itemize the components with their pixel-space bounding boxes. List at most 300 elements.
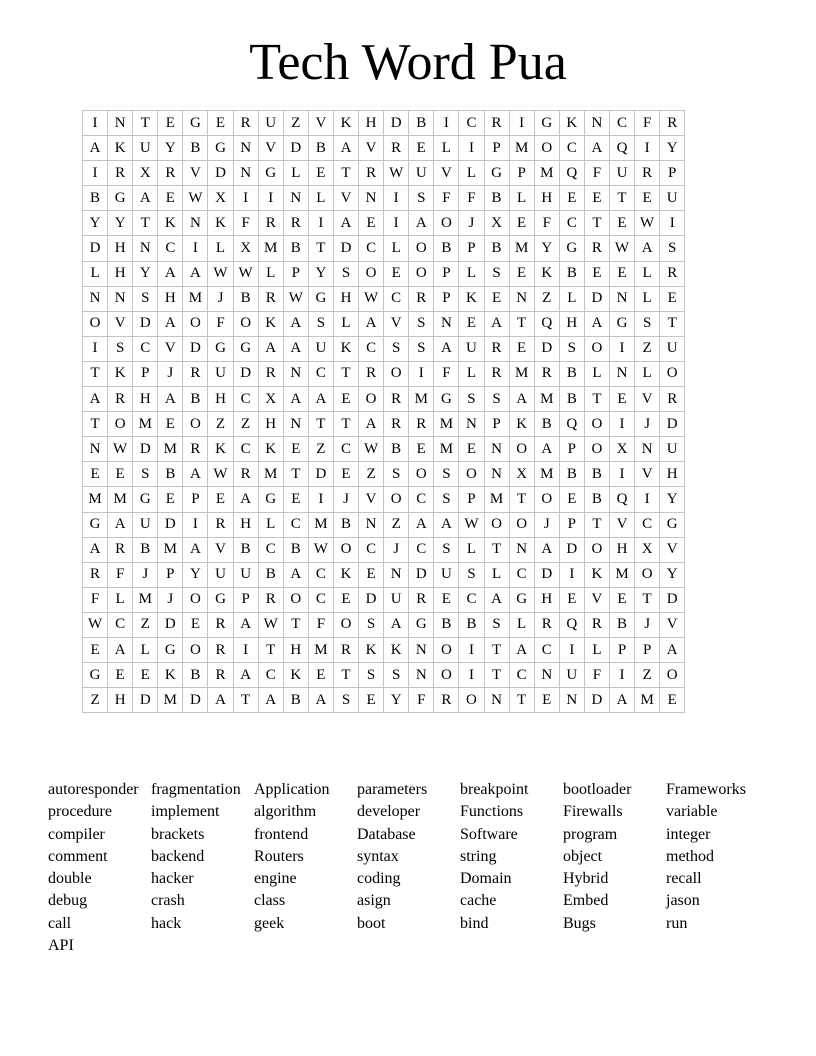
grid-cell[interactable]: O [384, 361, 409, 386]
grid-cell[interactable]: T [333, 161, 358, 186]
grid-cell[interactable]: C [333, 437, 358, 462]
grid-cell[interactable]: B [233, 537, 258, 562]
grid-cell[interactable]: M [434, 437, 459, 462]
grid-cell[interactable]: X [133, 161, 158, 186]
grid-cell[interactable]: V [635, 462, 660, 487]
grid-cell[interactable]: Y [660, 562, 685, 587]
grid-cell[interactable]: P [283, 261, 308, 286]
grid-cell[interactable]: D [133, 437, 158, 462]
grid-cell[interactable]: H [208, 387, 233, 412]
grid-cell[interactable]: R [158, 161, 183, 186]
grid-cell[interactable]: T [635, 587, 660, 612]
grid-cell[interactable]: O [183, 637, 208, 662]
grid-cell[interactable]: T [258, 637, 283, 662]
grid-cell[interactable]: T [83, 412, 108, 437]
grid-cell[interactable]: W [108, 437, 133, 462]
grid-cell[interactable]: B [409, 111, 434, 136]
grid-cell[interactable]: Q [559, 612, 584, 637]
grid-cell[interactable]: E [660, 286, 685, 311]
grid-cell[interactable]: F [208, 311, 233, 336]
grid-cell[interactable]: D [584, 688, 609, 713]
grid-cell[interactable]: L [509, 612, 534, 637]
grid-cell[interactable]: C [559, 211, 584, 236]
grid-cell[interactable]: C [108, 612, 133, 637]
grid-cell[interactable]: I [559, 637, 584, 662]
grid-cell[interactable]: G [208, 587, 233, 612]
grid-cell[interactable]: W [208, 462, 233, 487]
grid-cell[interactable]: I [83, 336, 108, 361]
grid-cell[interactable]: L [484, 562, 509, 587]
grid-cell[interactable]: L [258, 512, 283, 537]
grid-cell[interactable]: L [283, 161, 308, 186]
grid-cell[interactable]: K [333, 562, 358, 587]
grid-cell[interactable]: O [509, 512, 534, 537]
grid-cell[interactable]: R [484, 361, 509, 386]
grid-cell[interactable]: C [233, 437, 258, 462]
grid-cell[interactable]: Y [158, 136, 183, 161]
grid-cell[interactable]: I [609, 462, 634, 487]
grid-cell[interactable]: I [609, 412, 634, 437]
grid-cell[interactable]: V [384, 311, 409, 336]
grid-cell[interactable]: F [534, 211, 559, 236]
grid-cell[interactable]: O [359, 261, 384, 286]
grid-cell[interactable]: O [83, 311, 108, 336]
grid-cell[interactable]: C [609, 111, 634, 136]
grid-cell[interactable]: A [283, 562, 308, 587]
grid-cell[interactable]: A [384, 612, 409, 637]
grid-cell[interactable]: G [484, 161, 509, 186]
grid-cell[interactable]: P [434, 286, 459, 311]
grid-cell[interactable]: K [509, 412, 534, 437]
grid-cell[interactable]: W [83, 612, 108, 637]
grid-cell[interactable]: T [83, 361, 108, 386]
grid-cell[interactable]: I [509, 111, 534, 136]
grid-cell[interactable]: C [459, 587, 484, 612]
grid-cell[interactable]: E [509, 336, 534, 361]
grid-cell[interactable]: F [308, 612, 333, 637]
grid-cell[interactable]: T [308, 412, 333, 437]
grid-cell[interactable]: Q [559, 161, 584, 186]
grid-cell[interactable]: X [635, 537, 660, 562]
grid-cell[interactable]: E [559, 186, 584, 211]
grid-cell[interactable]: Y [133, 261, 158, 286]
grid-cell[interactable]: V [208, 537, 233, 562]
grid-cell[interactable]: S [459, 387, 484, 412]
grid-cell[interactable]: A [484, 587, 509, 612]
grid-cell[interactable]: B [283, 236, 308, 261]
grid-cell[interactable]: S [333, 688, 358, 713]
grid-cell[interactable]: V [635, 387, 660, 412]
grid-cell[interactable]: O [459, 688, 484, 713]
grid-cell[interactable]: A [158, 387, 183, 412]
grid-cell[interactable]: A [534, 437, 559, 462]
grid-cell[interactable]: S [434, 462, 459, 487]
grid-cell[interactable]: E [609, 387, 634, 412]
grid-cell[interactable]: A [409, 211, 434, 236]
grid-cell[interactable]: W [359, 286, 384, 311]
grid-cell[interactable]: O [333, 612, 358, 637]
grid-cell[interactable]: A [434, 512, 459, 537]
grid-cell[interactable]: N [108, 111, 133, 136]
grid-cell[interactable]: A [509, 387, 534, 412]
grid-cell[interactable]: Y [660, 136, 685, 161]
grid-cell[interactable]: R [409, 412, 434, 437]
grid-cell[interactable]: V [308, 111, 333, 136]
grid-cell[interactable]: K [208, 437, 233, 462]
grid-cell[interactable]: X [509, 462, 534, 487]
grid-cell[interactable]: J [333, 487, 358, 512]
grid-cell[interactable]: D [83, 236, 108, 261]
grid-cell[interactable]: S [333, 261, 358, 286]
grid-cell[interactable]: Z [384, 512, 409, 537]
grid-cell[interactable]: Q [609, 487, 634, 512]
grid-cell[interactable]: O [409, 236, 434, 261]
grid-cell[interactable]: O [584, 336, 609, 361]
grid-cell[interactable]: D [133, 688, 158, 713]
grid-cell[interactable]: L [509, 186, 534, 211]
grid-cell[interactable]: M [133, 587, 158, 612]
grid-cell[interactable]: M [534, 161, 559, 186]
grid-cell[interactable]: J [459, 211, 484, 236]
grid-cell[interactable]: E [509, 211, 534, 236]
grid-cell[interactable]: H [108, 688, 133, 713]
grid-cell[interactable]: Y [534, 236, 559, 261]
grid-cell[interactable]: L [459, 537, 484, 562]
grid-cell[interactable]: O [333, 537, 358, 562]
grid-cell[interactable]: W [308, 537, 333, 562]
grid-cell[interactable]: F [434, 361, 459, 386]
grid-cell[interactable]: V [258, 136, 283, 161]
grid-cell[interactable]: B [609, 612, 634, 637]
grid-cell[interactable]: R [108, 161, 133, 186]
grid-cell[interactable]: O [183, 412, 208, 437]
grid-cell[interactable]: H [660, 462, 685, 487]
grid-cell[interactable]: L [83, 261, 108, 286]
grid-cell[interactable]: Z [283, 111, 308, 136]
grid-cell[interactable]: S [484, 387, 509, 412]
grid-cell[interactable]: H [359, 111, 384, 136]
grid-cell[interactable]: R [409, 286, 434, 311]
grid-cell[interactable]: G [158, 637, 183, 662]
grid-cell[interactable]: B [384, 437, 409, 462]
grid-cell[interactable]: B [283, 688, 308, 713]
grid-cell[interactable]: F [434, 186, 459, 211]
grid-cell[interactable]: G [434, 387, 459, 412]
grid-cell[interactable]: F [83, 587, 108, 612]
grid-cell[interactable]: E [660, 688, 685, 713]
grid-cell[interactable]: C [384, 286, 409, 311]
grid-cell[interactable]: K [534, 261, 559, 286]
grid-cell[interactable]: N [635, 437, 660, 462]
grid-cell[interactable]: V [183, 161, 208, 186]
grid-cell[interactable]: N [384, 562, 409, 587]
grid-cell[interactable]: A [333, 136, 358, 161]
grid-cell[interactable]: K [158, 663, 183, 688]
grid-cell[interactable]: I [258, 186, 283, 211]
grid-cell[interactable]: D [534, 336, 559, 361]
grid-cell[interactable]: H [158, 286, 183, 311]
grid-cell[interactable]: I [384, 211, 409, 236]
grid-cell[interactable]: A [283, 311, 308, 336]
grid-cell[interactable]: E [283, 487, 308, 512]
grid-cell[interactable]: E [158, 412, 183, 437]
grid-cell[interactable]: A [283, 387, 308, 412]
grid-cell[interactable]: O [108, 412, 133, 437]
grid-cell[interactable]: R [384, 387, 409, 412]
grid-cell[interactable]: V [359, 487, 384, 512]
grid-cell[interactable]: B [233, 286, 258, 311]
grid-cell[interactable]: Z [635, 336, 660, 361]
grid-cell[interactable]: B [183, 136, 208, 161]
grid-cell[interactable]: J [158, 361, 183, 386]
grid-cell[interactable]: E [108, 663, 133, 688]
grid-cell[interactable]: L [459, 161, 484, 186]
grid-cell[interactable]: L [133, 637, 158, 662]
grid-cell[interactable]: T [509, 311, 534, 336]
grid-cell[interactable]: U [258, 111, 283, 136]
grid-cell[interactable]: P [484, 136, 509, 161]
grid-cell[interactable]: I [609, 663, 634, 688]
grid-cell[interactable]: B [559, 261, 584, 286]
grid-cell[interactable]: J [208, 286, 233, 311]
grid-cell[interactable]: D [333, 236, 358, 261]
grid-cell[interactable]: R [635, 161, 660, 186]
grid-cell[interactable]: W [609, 236, 634, 261]
grid-cell[interactable]: B [534, 412, 559, 437]
grid-cell[interactable]: A [208, 688, 233, 713]
grid-cell[interactable]: G [559, 236, 584, 261]
grid-cell[interactable]: A [183, 261, 208, 286]
grid-cell[interactable]: A [333, 211, 358, 236]
grid-cell[interactable]: W [459, 512, 484, 537]
grid-cell[interactable]: C [635, 512, 660, 537]
grid-cell[interactable]: T [609, 186, 634, 211]
grid-cell[interactable]: N [409, 637, 434, 662]
grid-cell[interactable]: H [108, 261, 133, 286]
grid-cell[interactable]: R [208, 612, 233, 637]
grid-cell[interactable]: I [635, 136, 660, 161]
grid-cell[interactable]: Y [660, 487, 685, 512]
grid-cell[interactable]: E [384, 261, 409, 286]
grid-cell[interactable]: L [108, 587, 133, 612]
grid-cell[interactable]: W [183, 186, 208, 211]
grid-cell[interactable]: B [183, 663, 208, 688]
grid-cell[interactable]: K [584, 562, 609, 587]
grid-cell[interactable]: S [459, 562, 484, 587]
grid-cell[interactable]: B [158, 462, 183, 487]
grid-cell[interactable]: O [434, 663, 459, 688]
grid-cell[interactable]: R [660, 111, 685, 136]
grid-cell[interactable]: T [509, 487, 534, 512]
grid-cell[interactable]: G [534, 111, 559, 136]
grid-cell[interactable]: A [83, 387, 108, 412]
grid-cell[interactable]: S [359, 663, 384, 688]
grid-cell[interactable]: S [484, 612, 509, 637]
grid-cell[interactable]: E [509, 261, 534, 286]
grid-cell[interactable]: N [484, 688, 509, 713]
grid-cell[interactable]: X [609, 437, 634, 462]
grid-cell[interactable]: O [635, 562, 660, 587]
grid-cell[interactable]: H [534, 186, 559, 211]
grid-cell[interactable]: T [484, 537, 509, 562]
grid-cell[interactable]: P [459, 236, 484, 261]
grid-cell[interactable]: R [484, 336, 509, 361]
grid-cell[interactable]: B [584, 487, 609, 512]
grid-cell[interactable]: M [509, 361, 534, 386]
grid-cell[interactable]: I [308, 487, 333, 512]
grid-cell[interactable]: B [434, 236, 459, 261]
grid-cell[interactable]: S [635, 311, 660, 336]
grid-cell[interactable]: E [609, 261, 634, 286]
grid-cell[interactable]: V [660, 537, 685, 562]
grid-cell[interactable]: D [559, 537, 584, 562]
grid-cell[interactable]: W [359, 437, 384, 462]
grid-cell[interactable]: D [283, 136, 308, 161]
grid-cell[interactable]: X [258, 387, 283, 412]
grid-cell[interactable]: O [459, 462, 484, 487]
grid-cell[interactable]: C [359, 236, 384, 261]
grid-cell[interactable]: P [434, 261, 459, 286]
grid-cell[interactable]: R [233, 462, 258, 487]
grid-cell[interactable]: E [559, 487, 584, 512]
grid-cell[interactable]: I [635, 487, 660, 512]
grid-cell[interactable]: U [559, 663, 584, 688]
grid-cell[interactable]: T [333, 412, 358, 437]
grid-cell[interactable]: D [233, 361, 258, 386]
grid-cell[interactable]: D [158, 612, 183, 637]
grid-cell[interactable]: O [183, 311, 208, 336]
grid-cell[interactable]: E [333, 587, 358, 612]
grid-cell[interactable]: B [308, 136, 333, 161]
grid-cell[interactable]: A [258, 688, 283, 713]
grid-cell[interactable]: D [133, 311, 158, 336]
grid-cell[interactable]: U [660, 186, 685, 211]
grid-cell[interactable]: M [258, 462, 283, 487]
grid-cell[interactable]: S [108, 336, 133, 361]
grid-cell[interactable]: M [308, 512, 333, 537]
grid-cell[interactable]: C [308, 361, 333, 386]
grid-cell[interactable]: E [484, 286, 509, 311]
grid-cell[interactable]: P [509, 161, 534, 186]
grid-cell[interactable]: B [459, 612, 484, 637]
grid-cell[interactable]: U [660, 336, 685, 361]
grid-cell[interactable]: A [359, 412, 384, 437]
grid-cell[interactable]: A [584, 136, 609, 161]
grid-cell[interactable]: A [108, 637, 133, 662]
grid-cell[interactable]: T [584, 387, 609, 412]
grid-cell[interactable]: W [384, 161, 409, 186]
grid-cell[interactable]: G [208, 336, 233, 361]
grid-cell[interactable]: N [283, 361, 308, 386]
grid-cell[interactable]: V [434, 161, 459, 186]
grid-cell[interactable]: I [459, 136, 484, 161]
grid-cell[interactable]: D [409, 562, 434, 587]
grid-cell[interactable]: P [635, 637, 660, 662]
grid-cell[interactable]: W [258, 612, 283, 637]
grid-cell[interactable]: P [609, 637, 634, 662]
grid-cell[interactable]: C [308, 587, 333, 612]
grid-cell[interactable]: L [208, 236, 233, 261]
grid-cell[interactable]: E [308, 663, 333, 688]
grid-cell[interactable]: R [434, 688, 459, 713]
grid-cell[interactable]: R [183, 361, 208, 386]
grid-cell[interactable]: O [484, 512, 509, 537]
grid-cell[interactable]: M [534, 387, 559, 412]
grid-cell[interactable]: B [484, 236, 509, 261]
grid-cell[interactable]: T [484, 663, 509, 688]
grid-cell[interactable]: C [283, 512, 308, 537]
grid-cell[interactable]: T [484, 637, 509, 662]
grid-cell[interactable]: N [233, 161, 258, 186]
grid-cell[interactable]: H [133, 387, 158, 412]
grid-cell[interactable]: U [208, 361, 233, 386]
grid-cell[interactable]: R [233, 111, 258, 136]
grid-cell[interactable]: A [233, 487, 258, 512]
grid-cell[interactable]: X [484, 211, 509, 236]
grid-cell[interactable]: H [283, 637, 308, 662]
grid-cell[interactable]: Z [308, 437, 333, 462]
grid-cell[interactable]: C [409, 487, 434, 512]
grid-cell[interactable]: Z [635, 663, 660, 688]
grid-cell[interactable]: N [534, 663, 559, 688]
grid-cell[interactable]: Y [384, 688, 409, 713]
grid-cell[interactable]: S [409, 311, 434, 336]
grid-cell[interactable]: K [108, 361, 133, 386]
grid-cell[interactable]: U [133, 136, 158, 161]
grid-cell[interactable]: K [459, 286, 484, 311]
grid-cell[interactable]: R [258, 286, 283, 311]
grid-cell[interactable]: C [359, 336, 384, 361]
grid-cell[interactable]: L [584, 361, 609, 386]
grid-cell[interactable]: E [83, 462, 108, 487]
grid-cell[interactable]: M [609, 562, 634, 587]
grid-cell[interactable]: F [233, 211, 258, 236]
grid-cell[interactable]: Y [83, 211, 108, 236]
grid-cell[interactable]: N [108, 286, 133, 311]
grid-cell[interactable]: N [283, 186, 308, 211]
grid-cell[interactable]: E [333, 387, 358, 412]
grid-cell[interactable]: Q [534, 311, 559, 336]
grid-cell[interactable]: G [509, 587, 534, 612]
grid-cell[interactable]: V [609, 512, 634, 537]
grid-cell[interactable]: E [584, 186, 609, 211]
grid-cell[interactable]: Z [208, 412, 233, 437]
grid-cell[interactable]: R [584, 236, 609, 261]
grid-cell[interactable]: K [258, 437, 283, 462]
grid-cell[interactable]: Y [308, 261, 333, 286]
grid-cell[interactable]: B [559, 462, 584, 487]
grid-cell[interactable]: R [108, 387, 133, 412]
grid-cell[interactable]: N [509, 286, 534, 311]
grid-cell[interactable]: O [660, 663, 685, 688]
grid-cell[interactable]: E [609, 211, 634, 236]
grid-cell[interactable]: N [83, 437, 108, 462]
grid-cell[interactable]: E [459, 311, 484, 336]
grid-cell[interactable]: T [333, 663, 358, 688]
grid-cell[interactable]: E [584, 261, 609, 286]
grid-cell[interactable]: V [333, 186, 358, 211]
grid-cell[interactable]: D [384, 111, 409, 136]
grid-cell[interactable]: L [459, 361, 484, 386]
grid-cell[interactable]: I [183, 236, 208, 261]
grid-cell[interactable]: T [584, 512, 609, 537]
grid-cell[interactable]: E [534, 688, 559, 713]
grid-cell[interactable]: K [158, 211, 183, 236]
grid-cell[interactable]: W [208, 261, 233, 286]
grid-cell[interactable]: R [258, 211, 283, 236]
grid-cell[interactable]: B [258, 562, 283, 587]
grid-cell[interactable]: D [308, 462, 333, 487]
